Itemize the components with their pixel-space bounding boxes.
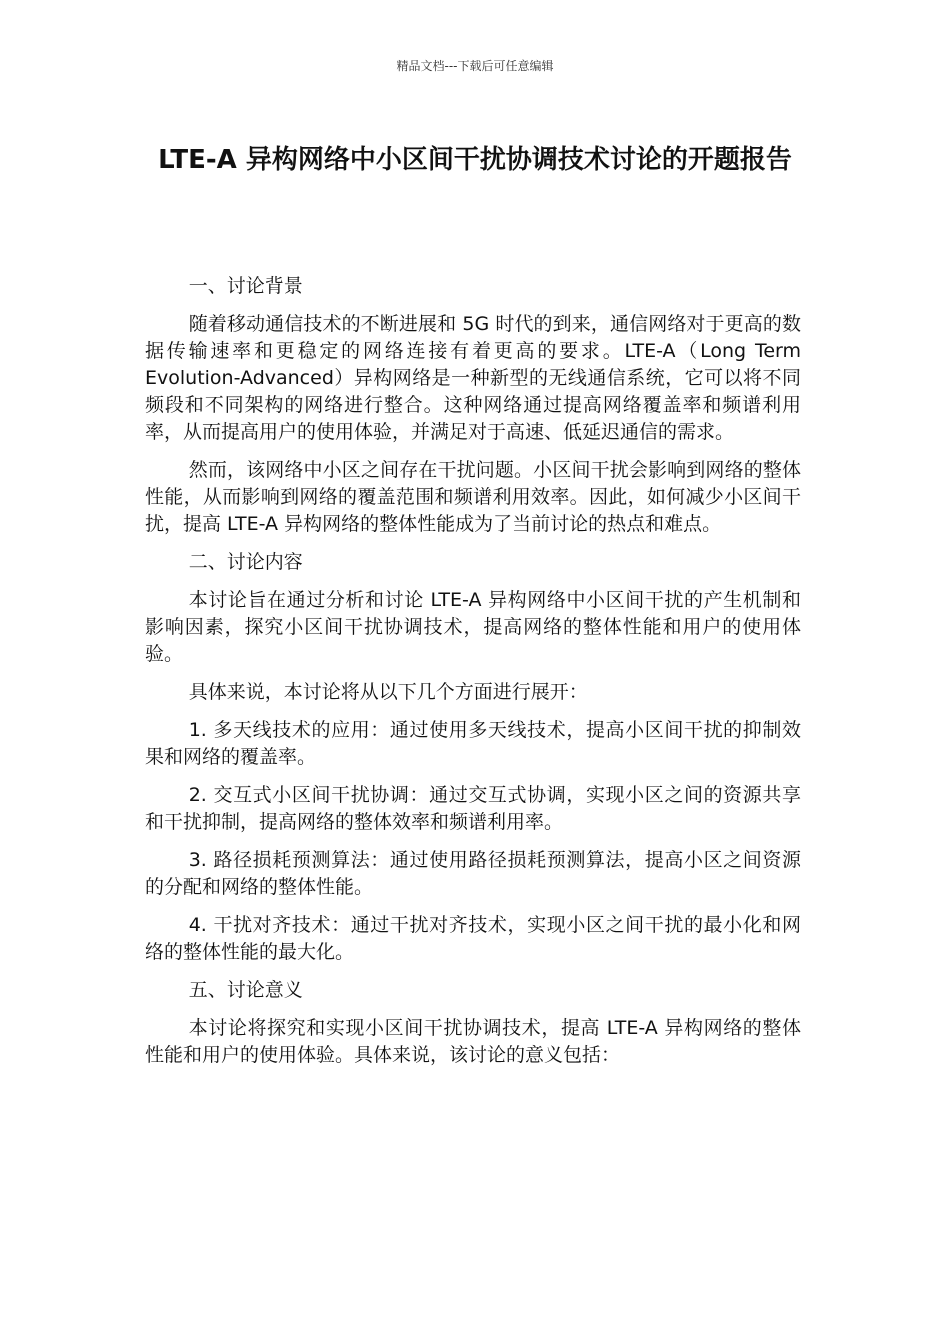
section-heading-content: 二、讨论内容 (188, 551, 303, 573)
document-body (145, 273, 801, 1080)
paragraph-significance-1: 本讨论将探究和实现小区间干扰协调技术，提高 LTE-A 异构网络的整体性能和用户的使用体验。具体来说，该讨论的意义包括： (145, 1017, 801, 1066)
section-heading-background: 一、讨论背景 (188, 275, 303, 297)
paragraph-background-2: 然而，该网络中小区之间存在干扰问题。小区间干扰会影响到网络的整体性能，从而影响到网络的覆盖范围和频谱利用效率。因此，如何减少小区间干扰，提高 LTE-A 异构网络的整体性能成为了当前讨论的热点和难点。 (145, 459, 801, 535)
list-item-2: 2. 交互式小区间干扰协调：通过交互式协调，实现小区之间的资源共享和干扰抑制，提高网络的整体效率和频谱利用率。 (145, 784, 801, 833)
paragraph-background-1: 随着移动通信技术的不断进展和 5G 时代的到来，通信网络对于更高的数据传输速率和更稳定的网络连接有着更高的要求。LTE-A（Long Term Evolution-Advanced）异构网络是一种新型的无线通信系统，它可以将不同频段和不同架构的网络进行整合。这种网络通过提高网络覆盖率和频谱利用率，从而提高用户的使用体验，并满足对于高速、低延迟通信的需求。 (145, 313, 801, 443)
paragraph-content-1: 本讨论旨在通过分析和讨论 LTE-A 异构网络中小区间干扰的产生机制和影响因素，探究小区间干扰协调技术，提高网络的整体性能和用户的使用体验。 (145, 589, 801, 665)
paragraph-content-2: 具体来说，本讨论将从以下几个方面进行展开： (188, 681, 588, 703)
list-item-4: 4. 干扰对齐技术：通过干扰对齐技术，实现小区之间干扰的最小化和网络的整体性能的最大化。 (145, 914, 801, 963)
list-item-1: 1. 多天线技术的应用：通过使用多天线技术，提高小区间干扰的抑制效果和网络的覆盖率。 (145, 719, 801, 768)
document-title: LTE-A 异构网络中小区间干扰协调技术讨论的开题报告 (158, 145, 792, 175)
header-note: 精品文档---下载后可任意编辑 (396, 59, 554, 73)
section-heading-significance: 五、讨论意义 (188, 979, 303, 1001)
list-item-3: 3. 路径损耗预测算法：通过使用路径损耗预测算法，提高小区之间资源的分配和网络的整体性能。 (145, 849, 801, 898)
